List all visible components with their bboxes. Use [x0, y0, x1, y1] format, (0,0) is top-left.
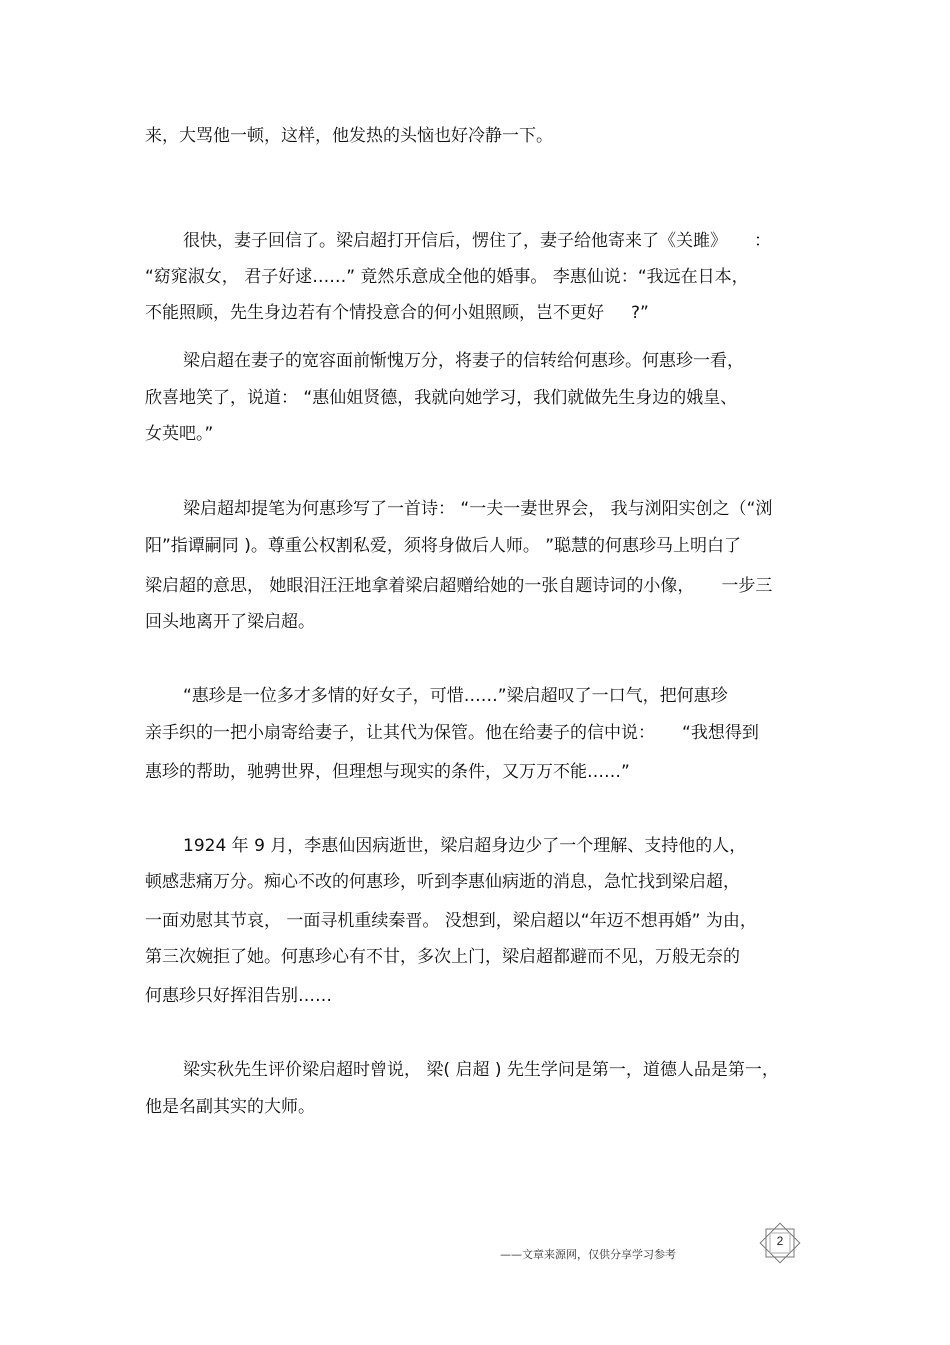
text-line: 惠珍的帮助，驰骋世界，但理想与现实的条件，又万万不能……”	[145, 762, 630, 782]
text-line: 1924 年 9 月，李惠仙因病逝世，梁启超身边少了一个理解、支持他的人，	[183, 836, 747, 856]
text-line: 女英吧。”	[145, 424, 214, 444]
text-line: 很快，妻子回信了。梁启超打开信后，愣住了，妻子给他寄来了《关雎》 ：	[183, 231, 772, 251]
text-line: 第三次婉拒了她。何惠珍心有不甘，多次上门，梁启超都避而不见，万般无奈的	[145, 947, 740, 967]
text-line: 梁实秋先生评价梁启超时曾说， 梁( 启超 ) 先生学问是第一，道德人品是第一，	[183, 1060, 779, 1080]
text-line: 回头地离开了梁启超。	[145, 612, 315, 632]
text-line: “窈窕淑女， 君子好逑……” 竟然乐意成全他的婚事。 李惠仙说：“我远在日本，	[145, 267, 749, 287]
text-line: 梁启超的意思， 她眼泪汪汪地拿着梁启超赠给她的一张自题诗词的小像， 一步三	[145, 576, 773, 596]
text-line: 阳”指谭嗣同 )。尊重公权割私爱，须将身做后人师。 ”聪慧的何惠珍马上明白了	[145, 536, 742, 556]
text-line: 来，大骂他一顿，这样，他发热的头恼也好冷静一下。	[145, 126, 553, 146]
text-line: 顿感悲痛万分。痴心不改的何惠珍，听到李惠仙病逝的消息，急忙找到梁启超，	[145, 872, 740, 892]
text-line: 不能照顾，先生身边若有个情投意合的何小姐照顾，岂不更好 ?”	[145, 303, 649, 323]
text-line: 梁启超在妻子的宽容面前惭愧万分，将妻子的信转给何惠珍。何惠珍一看，	[183, 351, 744, 371]
text-line: 欣喜地笑了，说道： “惠仙姐贤德，我就向她学习，我们就做先生身边的娥皇、	[145, 388, 738, 408]
footer-source-note: ——文章来源网，仅供分享学习参考	[500, 1248, 676, 1261]
text-line: 亲手织的一把小扇寄给妻子，让其代为保管。他在给妻子的信中说： “我想得到	[145, 723, 759, 743]
text-line: 梁启超却提笔为何惠珍写了一首诗： “一夫一妻世界会， 我与浏阳实创之（“浏	[183, 499, 773, 519]
page-number: 2	[776, 1234, 784, 1248]
text-line: 何惠珍只好挥泪告别……	[145, 986, 332, 1006]
text-line: 他是名副其实的大师。	[145, 1097, 315, 1117]
text-line: “惠珍是一位多才多情的好女子，可惜……”梁启超叹了一口气，把何惠珍	[183, 686, 728, 706]
text-line: 一面劝慰其节哀， 一面寻机重续秦晋。 没想到，梁启超以“年迈不想再婚” 为由，	[145, 911, 757, 931]
